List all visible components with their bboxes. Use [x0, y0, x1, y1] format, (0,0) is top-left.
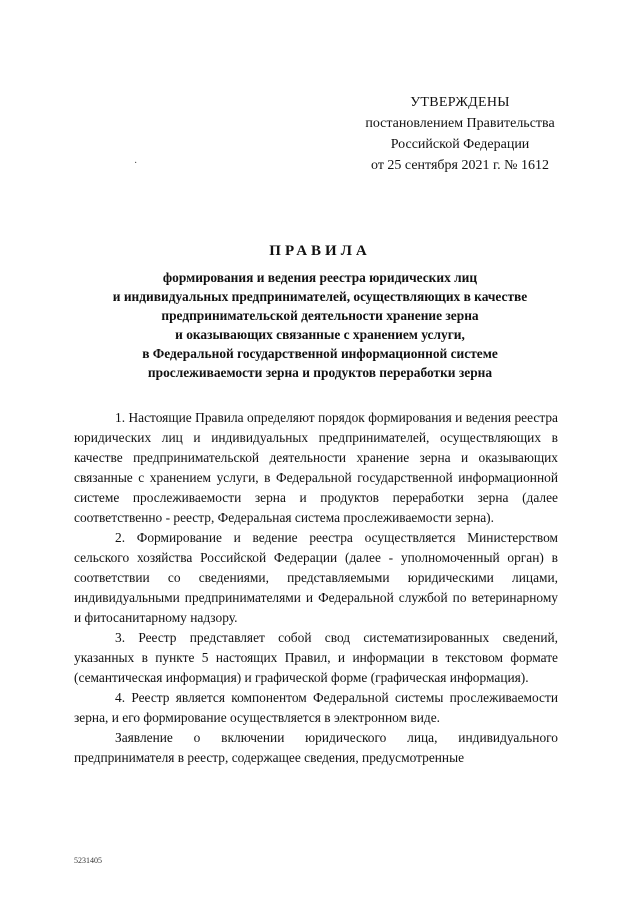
- scan-dot: ·: [134, 158, 138, 169]
- document-code: 5231405: [74, 856, 102, 865]
- paragraph-2: 2. Формирование и ведение реестра осуществляется Министерством сельского хозяйства Российской Федерации (далее - уполномоченный орган) в соответствии со сведениями, представляемыми юридическими лицами, индивидуальными предпринимателями и Федеральной службой по ветеринарному и фитосанитарному надзору.: [74, 530, 558, 625]
- approval-line-1: постановлением Правительства: [365, 116, 555, 131]
- subtitle-line: в Федеральной государственной информационной системе: [142, 346, 498, 361]
- document-body: [74, 408, 558, 768]
- document-subtitle: [60, 268, 580, 382]
- approval-line-3: от 25 сентября 2021 г. № 1612: [371, 158, 549, 173]
- paragraph-5: Заявление о включении юридического лица, индивидуального предпринимателя в реестр, содержащее сведения, предусмотренные: [74, 730, 558, 765]
- subtitle-line: формирования и ведения реестра юридических лиц: [162, 270, 478, 285]
- paragraph-3: 3. Реестр представляет собой свод систематизированных сведений, указанных в пункте 5 настоящих Правил, и информации в текстовом формате (семантическая информация) и графической форме (графическая информация).: [74, 630, 558, 685]
- subtitle-line: прослеживаемости зерна и продуктов переработки зерна: [147, 365, 493, 380]
- paragraph-4: 4. Реестр является компонентом Федеральной системы прослеживаемости зерна, и его формирование осуществляется в электронном виде.: [74, 690, 558, 725]
- document-title: ПРАВИЛА: [269, 243, 371, 259]
- subtitle-line: и оказывающих связанные с хранением услуги,: [175, 327, 465, 342]
- paragraph-1: 1. Настоящие Правила определяют порядок формирования и ведения реестра юридических лиц и индивидуальных предпринимателей, осуществляющих в качестве предпринимательской деятельности хранение зерна и оказывающих связанные с хранением услуги, в Федеральной государственной информационной системе прослеживаемости зерна и продуктов переработки зерна (далее соответственно - реестр, Федеральная система прослеживаемости зерна).: [74, 410, 558, 525]
- approval-block: [340, 92, 580, 176]
- subtitle-line: предпринимательской деятельности хранение зерна: [161, 308, 479, 323]
- subtitle-line: и индивидуальных предпринимателей, осуществляющих в качестве: [112, 289, 528, 304]
- approval-heading: УТВЕРЖДЕНЫ: [410, 95, 510, 110]
- approval-line-2: Российской Федерации: [390, 137, 530, 152]
